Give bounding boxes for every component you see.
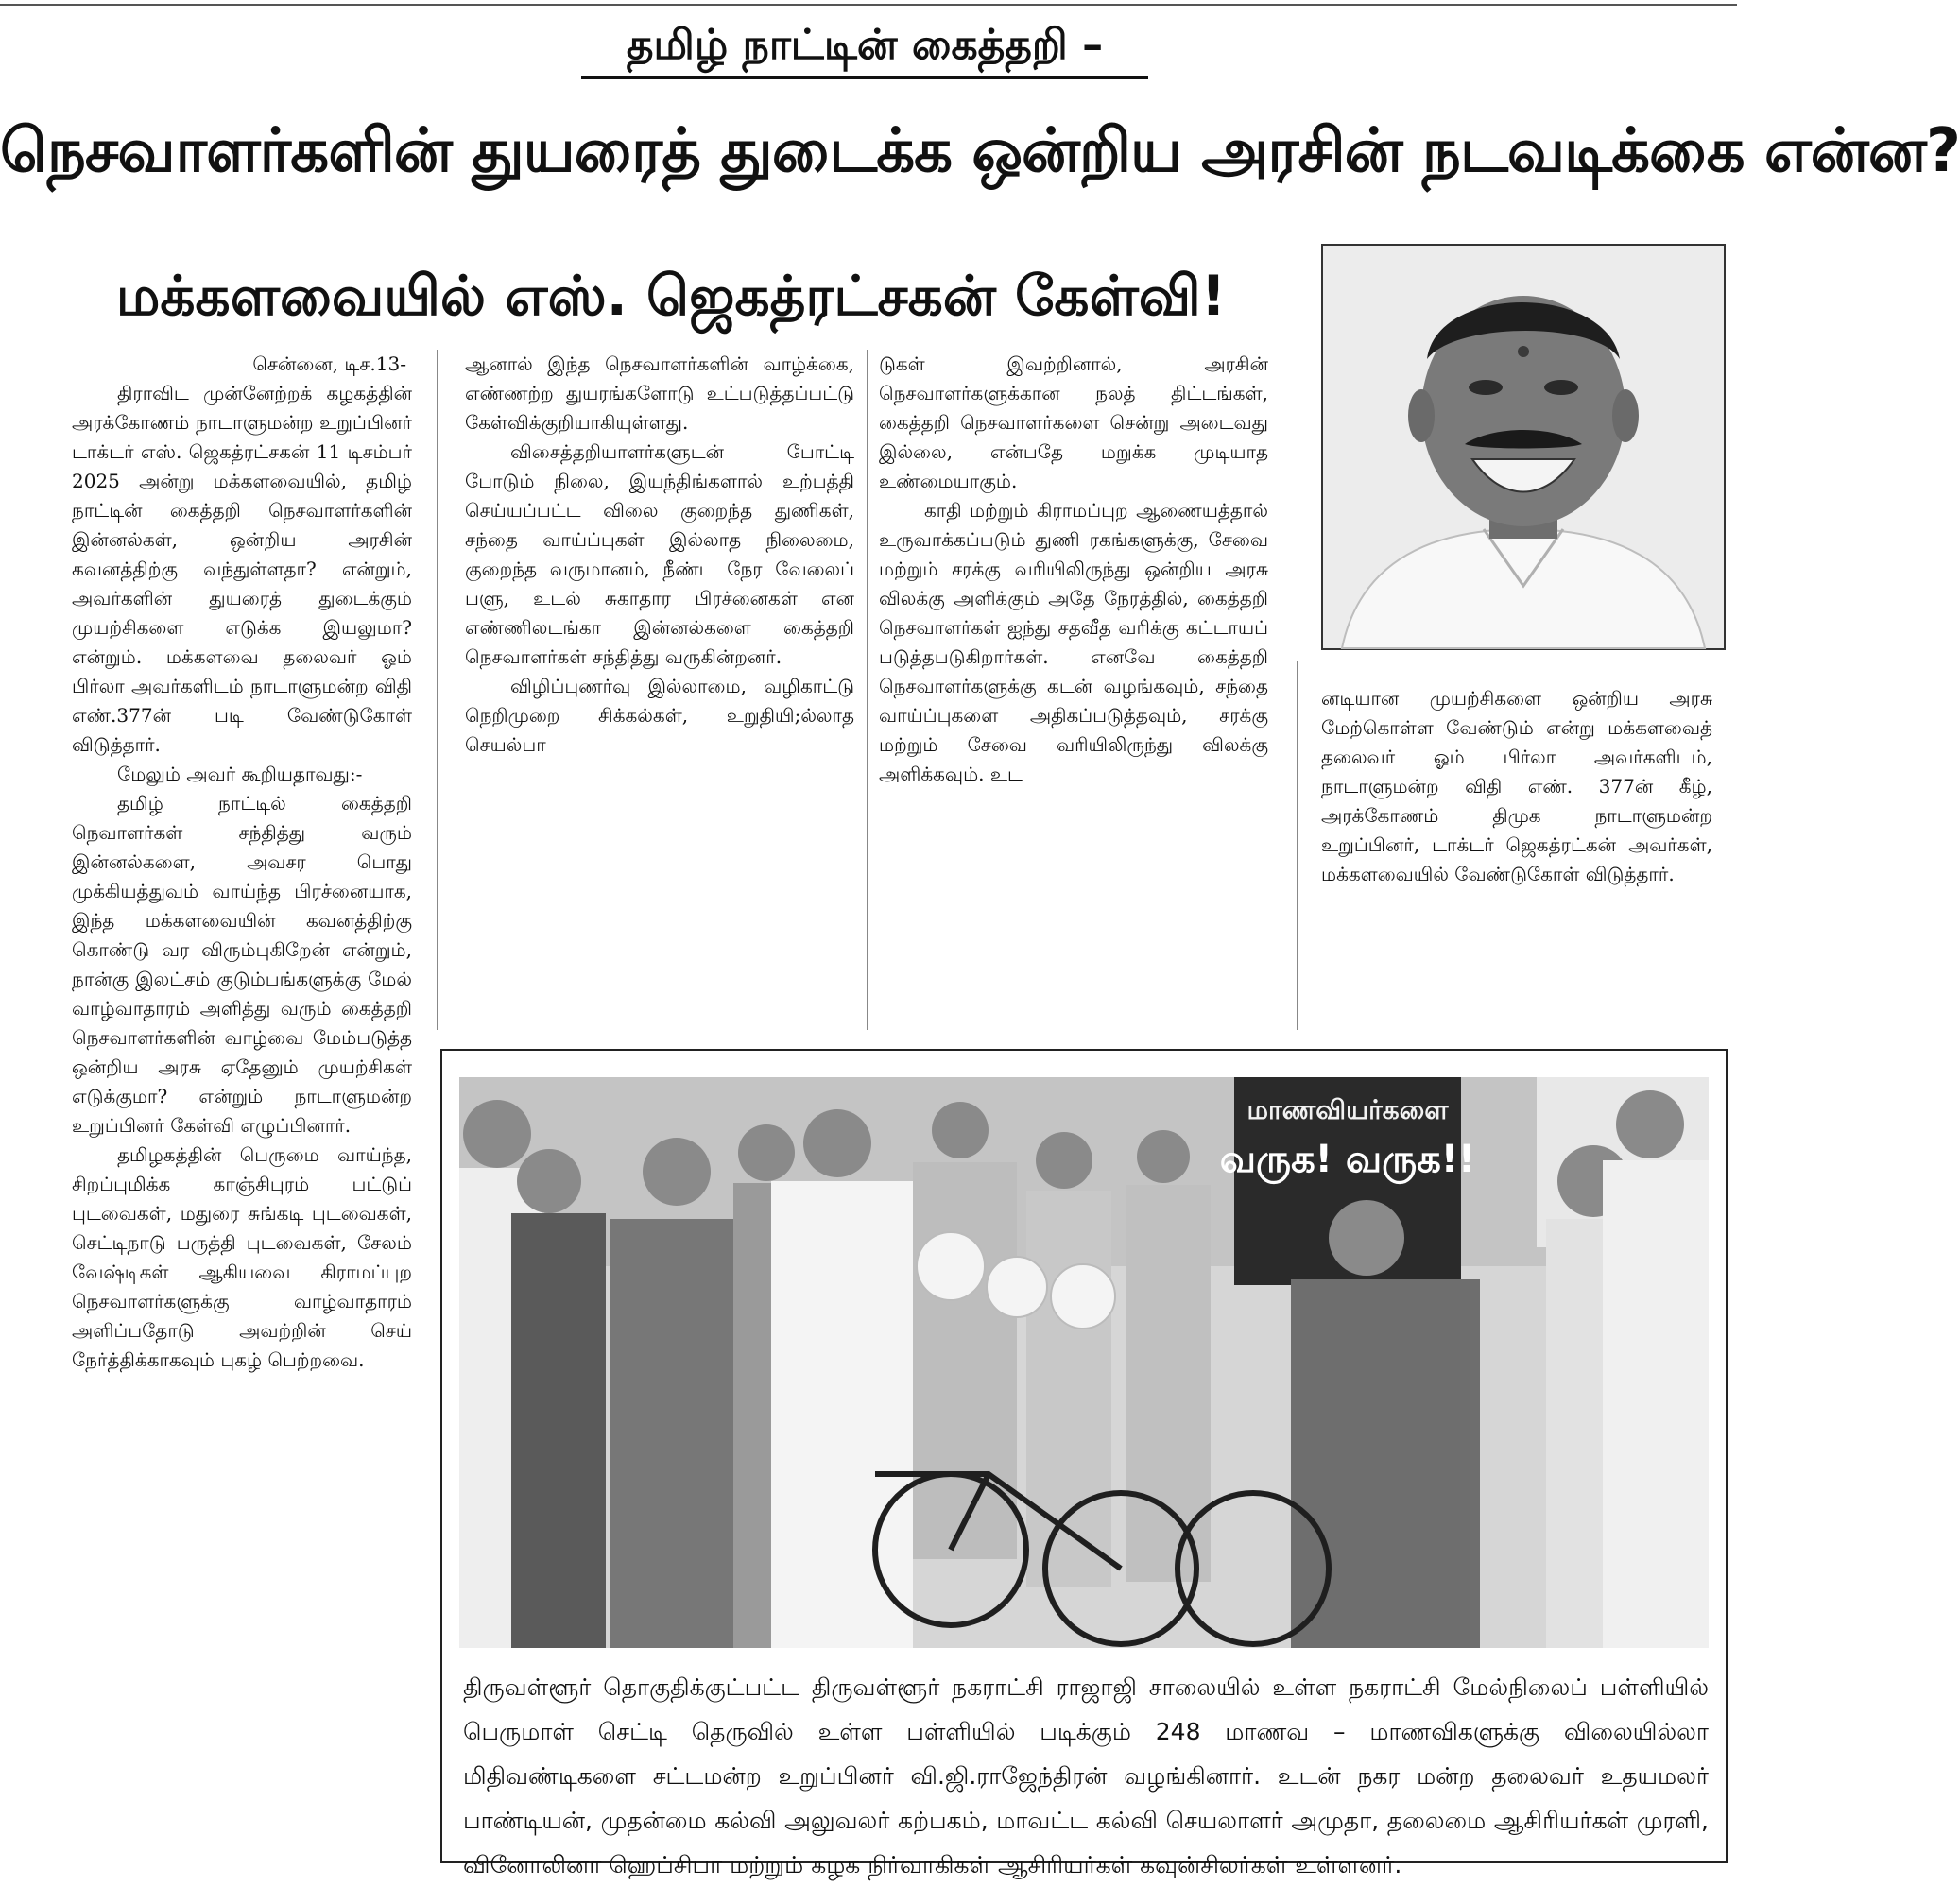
article-column-1 xyxy=(72,350,412,1865)
banner-line-2: வருக! வருக!! xyxy=(1219,1138,1476,1181)
article-paragraph: தமிழ் நாட்டில் கைத்தறி நெவாளர்கள் சந்தித்து வரும் இன்னல்களை, அவசர பொது முக்கியத்துவம் வாய்ந்த பிரச்னையாக, இந்த மக்களவையின் கவனத்திற்கு கொண்டு வர விரும்புகிறேன் என்றும், நான்கு இலட்சம் குடும்பங்களுக்கு மேல் வாழ்வாதாரம் அளித்து வரும் கைத்தறி நெசவாளர்களின் வாழ்வை மேம்படுத்த ஒன்றிய அரசு ஏதேனும் முயற்சிகள் எடுக்குமா? என்றும் நாடாளுமன்ற உறுப்பினர் கேள்வி எழுப்பினார். xyxy=(72,792,412,1137)
subheadline: மக்களவையில் எஸ். ஜெகத்ரட்சகன் கேள்வி! xyxy=(115,264,1227,328)
article-column-3 xyxy=(879,350,1268,1030)
article-paragraph: னடியான முயற்சிகளை ஒன்றிய அரசு மேற்கொள்ள வேண்டும் என்று மக்களவைத் தலைவர் ஓம் பிர்லா அவர்களிடம், நாடாளுமன்ற விதி எண். 377ன் கீழ், அரக்கோணம் திமுக நாடாளுமன்ற உறுப்பினர், டாக்டர் ஜெகத்ரட்கன் அவர்கள், மக்களவையில் வேண்டுகோள் விடுத்தார். xyxy=(1321,687,1712,885)
banner-line-1: மாணவியர்களை xyxy=(1246,1094,1449,1125)
article-paragraph: டுகள் இவற்றினால், அரசின் நெசவாளர்களுக்கான நலத் திட்டங்கள், கைத்தறி நெசவாளர்களை சென்று அடைவது இல்லை, என்பதே மறுக்க முடியாத உண்மையாகும். xyxy=(879,352,1268,492)
news-photo-frame xyxy=(440,1049,1728,1878)
article-paragraph: திராவிட முன்னேற்றக் கழகத்தின் அரக்கோணம் நாடாளுமன்ற உறுப்பினர் டாக்டர் எஸ். ஜெகத்ரட்சகன் 11 டிசம்பர் 2025 அன்று மக்களவையில், தமிழ் நாட்டின் கைத்தறி நெசவாளர்களின் இன்னல்கள், ஒன்றிய அரசின் கவனத்திற்கு வந்துள்ளதா? என்றும், அவர்களின் துயரைத் துடைக்கும் முயற்சிகளை எடுக்க இயலுமா? என்றும். மக்களவை தலைவர் ஓம் பிர்லா அவர்களிடம் நாடாளுமன்ற விதி எண்.377ன் படி வேண்டுகோள் விடுத்தார். xyxy=(72,382,412,756)
article-paragraph: ஆனால் இந்த நெசவாளர்களின் வாழ்க்கை, எண்ணற்ற துயரங்களோடு உட்படுத்தப்பட்டு கேள்விக்குறியாகியுள்ளது. xyxy=(465,352,854,434)
news-photo xyxy=(459,1077,1709,1648)
news-photo-illustration xyxy=(459,1077,1709,1648)
top-rule xyxy=(0,4,1737,6)
portrait-illustration xyxy=(1323,246,1724,648)
kicker-heading: தமிழ் நாட்டின் கைத்தறி – xyxy=(581,17,1148,79)
headline: நெசவாளர்களின் துயரைத் துடைக்க ஒன்றிய அரசின் நடவடிக்கை என்ன? xyxy=(0,116,1960,186)
article-column-4 xyxy=(1321,684,1712,1043)
column-rule xyxy=(437,350,438,1030)
article-paragraph: மேலும் அவர் கூறியதாவது:- xyxy=(117,763,363,785)
portrait-photo xyxy=(1321,244,1726,650)
article-column-2 xyxy=(465,350,854,1030)
article-paragraph: விழிப்புணர்வு இல்லாமை, வழிகாட்டு நெறிமுறை சிக்கல்கள், உறுதியி;ல்லாத செயல்பா xyxy=(465,675,854,756)
dateline: சென்னை, டிச.13- xyxy=(252,352,406,375)
article-paragraph: காதி மற்றும் கிராமப்புற ஆணையத்தால் உருவாக்கப்படும் துணி ரகங்களுக்கு, சேவை மற்றும் சரக்கு வரியிலிருந்து ஒன்றிய அரசு விலக்கு அளிக்கும் அதே நேரத்தில், கைத்தறி நெசவாளர்கள் ஐந்து சதவீத வரிக்கு கட்டாயப் படுத்தபடுகிறார்கள். எனவே கைத்தறி நெசவாளர்களுக்கு கடன் வழங்கவும், சந்தை வாய்ப்புகளை அதிகப்படுத்தவும், சரக்கு மற்றும் சேவை வரியிலிருந்து விலக்கு அளிக்கவும். உட xyxy=(879,499,1268,785)
column-rule xyxy=(867,350,868,1030)
article-paragraph: தமிழகத்தின் பெருமை வாய்ந்த, சிறப்புமிக்க காஞ்சிபுரம் பட்டுப் புடவைகள், மதுரை சுங்கடி புடவைகள், செட்டிநாடு பருத்தி புடவைகள், சேலம் வேஷ்டிகள் ஆகியவை கிராமப்புற நெசவாளர்களுக்கு வாழ்வாதாரம் அளிப்பதோடு அவற்றின் செய் நேர்த்திக்காகவும் புகழ் பெற்றவை. xyxy=(72,1143,412,1371)
column-rule xyxy=(1297,661,1298,1030)
article-paragraph: விசைத்தறியாளர்களுடன் போட்டி போடும் நிலை, இயந்திங்களால் உற்பத்தி செய்யப்பட்ட விலை குறைந்த துணிகள், சந்தை வாய்ப்புகள் இல்லாத நிலைமை, குறைந்த வருமானம், நீண்ட நேர வேலைப் பளு, உடல் சுகாதார பிரச்னைகள் என எண்ணிலடங்கா இன்னல்களை கைத்தறி நெசவாளர்கள் சந்தித்து வருகின்றனர். xyxy=(465,440,854,668)
photo-caption: திருவள்ளூர் தொகுதிக்குட்பட்ட திருவள்ளூர் நகராட்சி ராஜாஜி சாலையில் உள்ள நகராட்சி மேல்நிலைப் பள்ளியில் பெருமாள் செட்டி தெருவில் உள்ள பள்ளியில் படிக்கும் 248 மாணவ – மாணவிகளுக்கு விலையில்லா மிதிவண்டிகளை சட்டமன்ற உறுப்பினர் வி.ஜி.ராஜேந்திரன் வழங்கினார். உடன் நகர மன்ற தலைவர் உதயமலர் பாண்டியன், முதன்மை கல்வி அலுவலர் கற்பகம், மாவட்ட கல்வி செயலாளர் அமுதா, தலைமை ஆசிரியர்கள் முரளி, வினோலினா ஹெப்சிபா மற்றும் கழக நிர்வாகிகள் ஆசிரியர்கள் கவுன்சிலர்கள் உள்ளனர். xyxy=(463,1673,1709,1878)
